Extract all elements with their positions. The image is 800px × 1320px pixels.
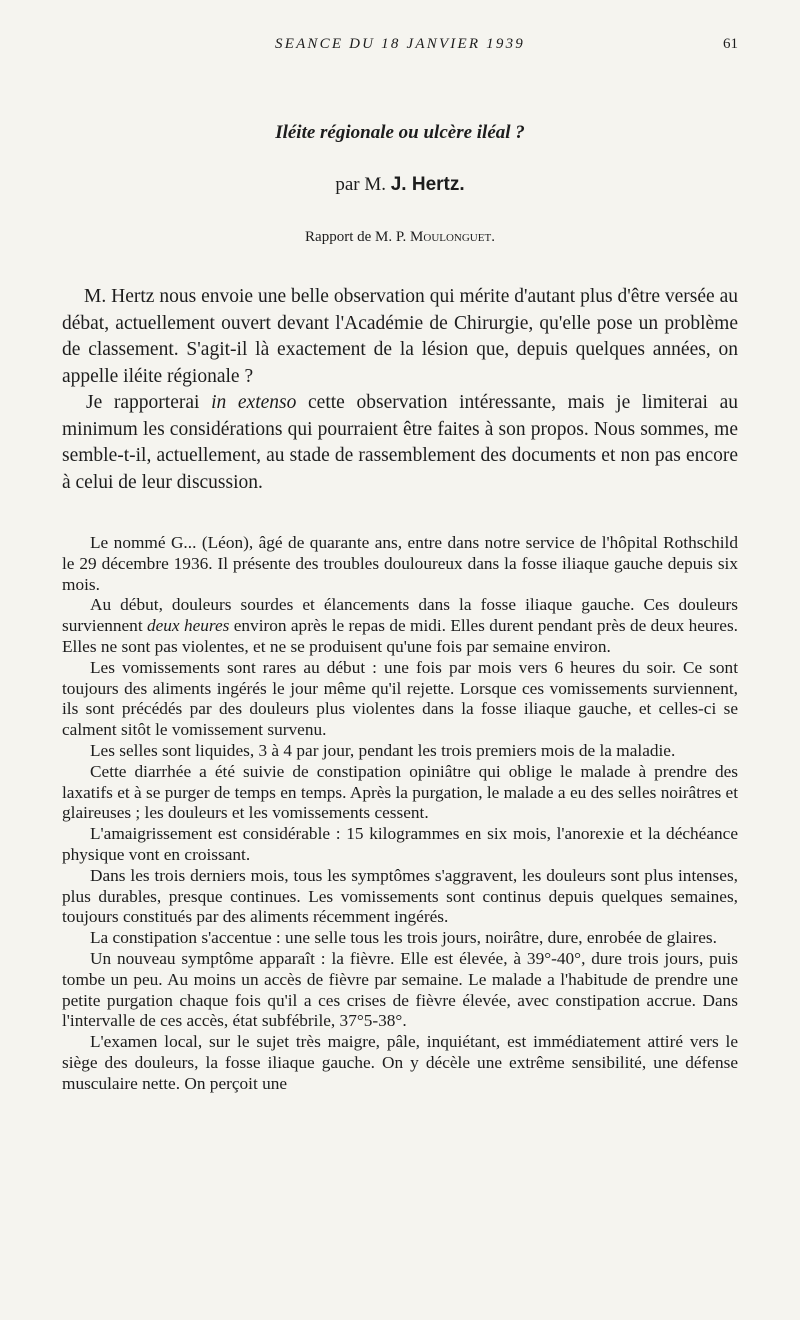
case-paragraph: Un nouveau symptôme apparaît : la fièvre. Elle est élevée, à 39°-40°, dure trois jours, puis tombe un peu. Au moins un accès de fièvre par semaine. Le malade a l'habitude de prendre une petite purgation chaque fois qu'il a ces crises de fièvre élevée, avec constipation accrue. Dans l'intervalle de ces accès, état subfébrile, 37°5-38°. (62, 948, 738, 1031)
case-paragraph: L'amaigrissement est considérable : 15 kilogrammes en six mois, l'anorexie et la déchéance physique vont en croissant. (62, 824, 738, 864)
case-paragraph: Le nommé G... (Léon), âgé de quarante ans, entre dans notre service de l'hôpital Rothschild le 29 décembre 1936. Il présente des troubles douloureux dans la fosse iliaque gauche depuis six mois. (62, 533, 738, 594)
report-line (0, 229, 800, 246)
text-run: Au début, douleurs sourdes et élancements dans la fosse iliaque gauche. Ces douleurs surviennent (62, 595, 738, 636)
case-paragraph: Dans les trois derniers mois, tous les symptômes s'aggravent, les douleurs sont plus intenses, plus durables, presque continues. Les vomissements sont continus depuis quelques semaines, toujours constitués par des aliments récemment ingérés. (62, 865, 738, 927)
text-run: Je rapporterai (86, 392, 212, 413)
text-run: environ après le repas de midi. Elles durent pendant près de deux heures. Elles ne sont pas violentes, et ne se produisent qu'une fois par semaine environ. (62, 616, 738, 656)
emphasis: deux heures (146, 616, 230, 636)
author-name: J. Hertz. (390, 174, 465, 195)
reporter-name: Moulonguet. (410, 229, 495, 245)
byline (0, 174, 800, 196)
report-prefix: Rapport de M. P. (305, 229, 407, 245)
case-paragraph: La constipation s'accentue : une selle tous les trois jours, noirâtre, dure, enrobée de glaires. (90, 928, 717, 948)
case-report (62, 533, 738, 1095)
byline-prefix: par M. (335, 174, 386, 195)
case-paragraph: Cette diarrhée a été suivie de constipation opiniâtre qui oblige le malade à prendre des laxatifs et à se purger de temps en temps. Après la purgation, le malade a eu des selles noirâtres et glaireuses ; les douleurs et les vomissements cessent. (62, 761, 738, 823)
case-paragraph: Les vomissements sont rares au début : une fois par mois vers 6 heures du soir. Ce sont toujours des aliments ingérés le jour même qu'il rejette. Lorsque ces vomissements surviennent, ils sont précédés par des douleurs plus violentes dans la fosse iliaque gauche, et celles-ci se calment sitôt le vomissement survenu. (62, 657, 738, 740)
intro-paragraph: M. Hertz nous envoie une belle observation qui mérite d'autant plus d'être versée au débat, actuellement ouvert devant l'Académie de Chirurgie, qu'elle pose un problème de classement. S'agit-il là exactement de la lésion que, depuis quelques années, on appelle iléite régionale ? (62, 286, 738, 387)
intro-paragraph (62, 390, 738, 496)
introduction (62, 284, 738, 496)
case-paragraph (62, 595, 738, 657)
case-paragraph: Les selles sont liquides, 3 à 4 par jour, pendant les trois premiers mois de la maladie. (90, 740, 676, 760)
emphasis: in extenso (211, 392, 297, 413)
text-run: cette observation intéressante, mais je limiterai au minimum les considérations qui pourraient être faites à son propos. Nous sommes, me semble-t-il, actuellement, au stade de rassemblement des documents et non pas encore à celui de leur discussion. (62, 392, 738, 493)
article-title: Iléite régionale ou ulcère iléal ? (275, 122, 525, 143)
running-header (62, 36, 738, 58)
page-number: 61 (723, 36, 738, 52)
running-title: SEANCE DU 18 JANVIER 1939 (275, 36, 525, 52)
case-paragraph: L'examen local, sur le sujet très maigre, pâle, inquiétant, est immédiatement attiré vers le siège des douleurs, la fosse iliaque gauche. On y décèle une extrême sensibilité, une défense musculaire nette. On perçoit une (62, 1032, 738, 1093)
